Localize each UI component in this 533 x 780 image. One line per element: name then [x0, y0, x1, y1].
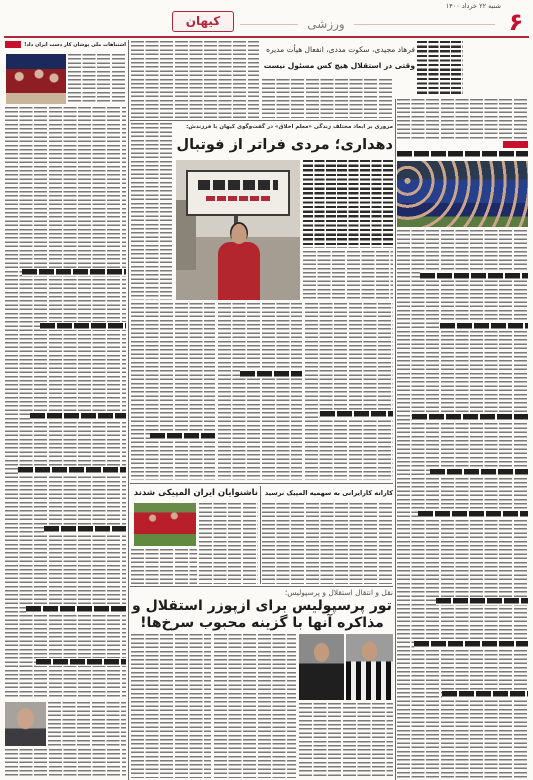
body-text: [305, 303, 393, 480]
column-rule-right: [395, 99, 396, 780]
subheading: [430, 468, 528, 476]
subheading: [420, 272, 528, 280]
body-text: [5, 749, 126, 778]
section-rule: [130, 483, 393, 484]
body-text: [131, 549, 197, 584]
body-text: [68, 54, 126, 104]
body-text: [131, 634, 211, 778]
subheading: [18, 466, 126, 474]
sign-lettering: [206, 196, 270, 201]
subheading: [442, 690, 528, 698]
body-text: [397, 99, 528, 139]
esteghlal-headline: وقتی در استقلال هیچ کس مسئول نیست: [263, 61, 415, 70]
volleyball-photo: [6, 54, 66, 104]
left-column-headline: اشتباهات ملی پوشان کار دست ایران داد!: [24, 42, 126, 48]
header-ornament: [240, 24, 495, 25]
subheading: [436, 597, 528, 605]
subheading: [22, 268, 126, 276]
newspaper-logo: کیهان: [172, 11, 234, 32]
coach-photo: [466, 40, 527, 96]
subheading: [414, 640, 528, 648]
body-text: [48, 702, 126, 746]
player-photo: [299, 634, 344, 700]
deaf-headline: ناشنوایان ایران المپیکی شدند: [133, 488, 258, 498]
section-title: ورزشی: [298, 16, 354, 32]
football-photo: [134, 503, 196, 546]
section-tag: [503, 141, 528, 148]
subheading: [440, 322, 528, 330]
body-text: [131, 41, 259, 118]
portrait-photo: [5, 702, 46, 746]
sign-lettering: [198, 180, 278, 190]
body-text: [199, 503, 258, 584]
subheading: [240, 370, 302, 378]
subheading: [418, 510, 528, 518]
feature-photo: [176, 160, 300, 300]
intro-text: [303, 160, 393, 248]
karate-headline: کاراته کارایرانی به سهمیه المپیک نرسید: [264, 489, 393, 497]
column-rule: [260, 486, 261, 584]
player-photo: [346, 634, 393, 700]
body-text: [262, 503, 393, 584]
subheading: [397, 150, 528, 158]
feature-headline: دهداری؛ مردی فراتر از فوتبال: [176, 137, 393, 153]
body-text: [303, 251, 393, 300]
subheading: [320, 410, 393, 418]
body-text: [131, 303, 215, 480]
header-rule: [4, 36, 529, 38]
transfers-headline: تور پرسپولیس برای ازپوزر استقلال و مذاکره آنها با گزینه محبوب سرخ‌ها!: [132, 598, 392, 631]
subheading: [150, 432, 215, 440]
section-rule: [130, 120, 393, 121]
dateline: شنبه ۲۲ خرداد ۱۴۰۰: [445, 2, 501, 10]
body-text: [131, 123, 172, 300]
sign-board: [186, 170, 290, 216]
page-number: ۶: [508, 8, 524, 36]
body-text: [299, 703, 393, 778]
body-text: [218, 303, 302, 480]
subheading: [30, 412, 126, 420]
section-rule: [130, 586, 393, 587]
transfers-kicker: نقل و انتقال استقلال و پرسپولیس؛: [284, 588, 393, 597]
subheading: [36, 658, 126, 666]
body-text: [262, 79, 393, 118]
team-photo: [397, 161, 528, 227]
subheading: [44, 525, 126, 533]
news-tag: [5, 41, 21, 48]
person-head: [230, 222, 248, 244]
subheading: [26, 605, 126, 613]
body-text: [214, 634, 296, 778]
esteghlal-kicker: فرهاد مجیدی، سکوت مددی، انفعال هیأت مدیره: [266, 45, 415, 54]
person-body: [218, 242, 260, 300]
feature-kicker: مروری بر ابعاد مختلف زندگی «معلم اخلاق» در گفت‌وگوی کیهان با فرزندش:: [186, 124, 393, 130]
subheading: [40, 322, 126, 330]
column-rule-left: [128, 40, 129, 780]
intro-text: [417, 41, 463, 95]
subheading: [412, 413, 528, 421]
